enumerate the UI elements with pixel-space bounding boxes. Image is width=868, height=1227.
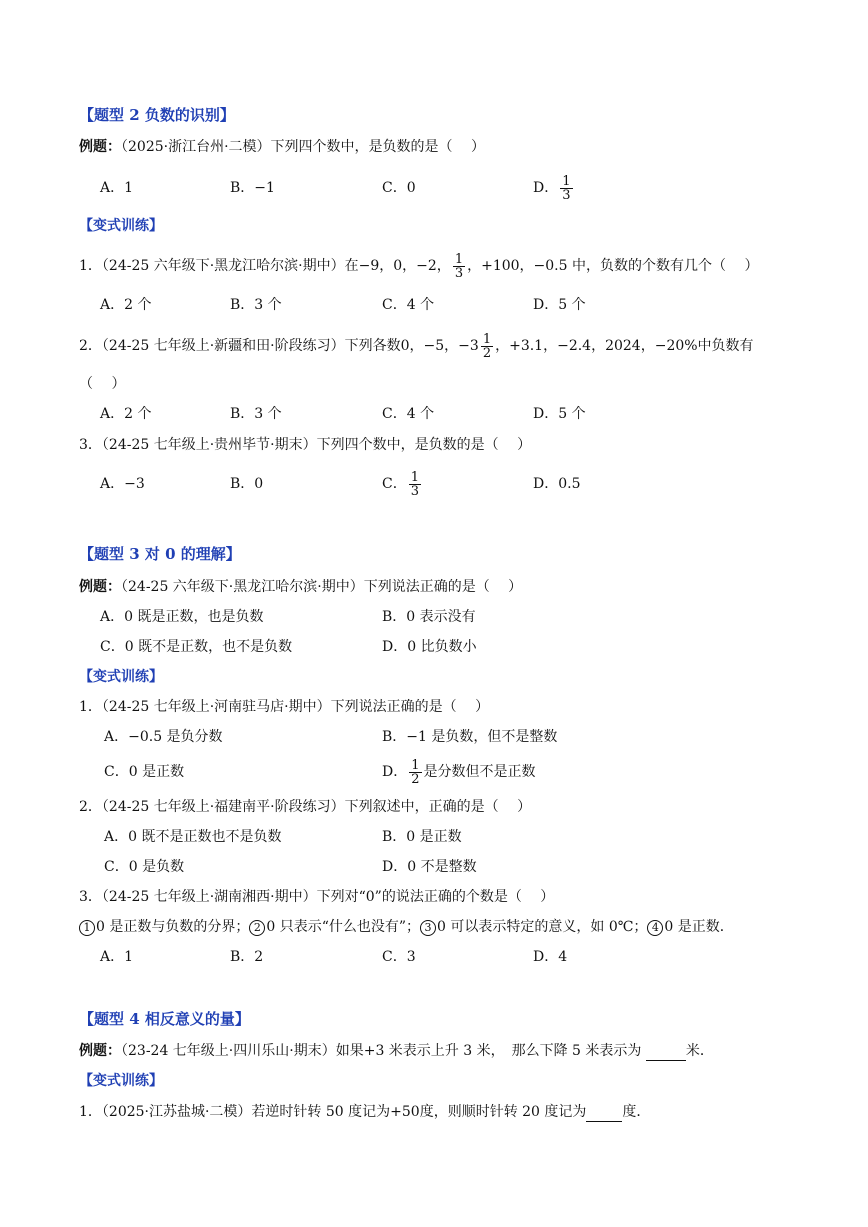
- question-text-rest: ，+100，−0.5 中，负数的个数有几个（ ）: [467, 258, 759, 274]
- option-d-label: D．: [382, 764, 408, 780]
- fraction-numerator: 1: [562, 173, 571, 189]
- option-a: A．0 既不是正数也不是负数: [104, 829, 282, 845]
- statement-text: 0 是正数与负数的分界；: [96, 919, 250, 935]
- option-b: B．3 个: [230, 406, 282, 422]
- option-d: [382, 754, 536, 790]
- example-text: （2025·浙江台州·二模）下列四个数中，是负数的是（ ）: [121, 139, 485, 155]
- example-label: 例题：: [79, 1043, 121, 1059]
- question-3: 3．（24-25 七年级上·湖南湘西·期中）下列对“0”的说法正确的个数是（ ）: [79, 889, 555, 905]
- question-text-end: 度．: [622, 1104, 651, 1120]
- question-text: 1．（24-25 六年级下·黑龙江哈尔滨·期中）在−9，0，−2，: [79, 258, 451, 274]
- section-title-type3: 【题型 3 对 0 的理解】: [79, 545, 241, 563]
- statement-text: 0 是正数．: [664, 919, 734, 935]
- example-label: 例题：: [79, 139, 121, 155]
- option-d: D．0.5: [533, 476, 581, 492]
- fraction-numerator: 1: [410, 469, 419, 485]
- question-1: [79, 248, 758, 284]
- variant-label: 【变式训练】: [79, 669, 163, 685]
- option-d-label: D．: [533, 180, 559, 196]
- statement-text: 0 可以表示特定的意义，如 0℃；: [437, 919, 648, 935]
- option-a: A．−0.5 是负分数: [104, 729, 223, 745]
- option-a: A．−3: [100, 476, 145, 492]
- option-d: D．0 比负数小: [382, 639, 477, 655]
- answer-blank[interactable]: [586, 1105, 622, 1122]
- option-d: D．0 不是整数: [382, 859, 477, 875]
- option-a: A．0 既是正数，也是负数: [100, 609, 264, 625]
- section-title-type2: 【题型 2 负数的识别】: [79, 106, 235, 124]
- option-c: C．4 个: [382, 406, 435, 422]
- option-c: C．0 既不是正数，也不是负数: [100, 639, 293, 655]
- option-c: C．0: [382, 180, 416, 196]
- example-text: （24-25 六年级下·黑龙江哈尔滨·期中）下列说法正确的是（ ）: [121, 579, 523, 595]
- answer-blank[interactable]: [646, 1044, 686, 1061]
- fraction-denominator: 3: [562, 187, 571, 203]
- fraction-denominator: 2: [482, 345, 492, 361]
- fraction: [409, 759, 421, 786]
- variant-label: 【变式训练】: [79, 218, 163, 234]
- option-b: B．−1 是负数，但不是整数: [382, 729, 558, 745]
- circled-number: 4: [647, 920, 663, 936]
- option-d: D．5 个: [533, 297, 586, 313]
- option-a: A．1: [100, 949, 134, 965]
- question-2: [79, 328, 754, 364]
- circled-number: 1: [79, 920, 95, 936]
- option-b: B．−1: [230, 180, 275, 196]
- example-text-end: 米．: [685, 1043, 714, 1059]
- option-d-text: 是分数但不是正数: [423, 764, 536, 780]
- option-b: B．0 是正数: [382, 829, 462, 845]
- option-b: B．2: [230, 949, 264, 965]
- option-b: B．3 个: [230, 297, 282, 313]
- statement-list: [79, 917, 734, 937]
- question-1: [79, 1102, 650, 1122]
- option-c: C．4 个: [382, 297, 435, 313]
- option-b: B．0 表示没有: [382, 609, 476, 625]
- fraction-numerator: 1: [482, 331, 492, 347]
- fraction: [453, 253, 465, 280]
- option-a: A．1: [100, 180, 134, 196]
- option-a: A．2 个: [100, 406, 152, 422]
- question-1: 1．（24-25 七年级上·河南驻马店·期中）下列说法正确的是（ ）: [79, 699, 490, 715]
- question-text: 2．（24-25 七年级上·新疆和田·阶段练习）下列各数0，−5，−3: [79, 338, 479, 354]
- section-title-type4: 【题型 4 相反意义的量】: [79, 1010, 250, 1028]
- option-d: [533, 170, 575, 206]
- circled-number: 3: [420, 920, 436, 936]
- example-question: [79, 577, 522, 597]
- fraction: [409, 471, 421, 498]
- question-2: 2．（24-25 七年级上·福建南平·阶段练习）下列叙述中，正确的是（ ）: [79, 799, 532, 815]
- question-text-rest: ，+3.1，−2.4，2024，−20%中负数有: [495, 338, 754, 354]
- fraction-denominator: 3: [410, 483, 419, 499]
- option-b: B．0: [230, 476, 264, 492]
- option-d: D．4: [533, 949, 568, 965]
- option-c: [382, 466, 423, 502]
- option-d: D．5 个: [533, 406, 586, 422]
- option-a: A．2 个: [100, 297, 152, 313]
- fraction-numerator: 1: [454, 251, 464, 267]
- question-3: 3．（24-25 七年级上·贵州毕节·期末）下列四个数中，是负数的是（ ）: [79, 437, 532, 453]
- option-c: C．0 是负数: [104, 859, 185, 875]
- statement-text: 0 只表示“什么也没有”；: [266, 919, 421, 935]
- question-2-blank: （ ）: [79, 376, 126, 392]
- example-question: [79, 137, 485, 157]
- circled-number: 2: [249, 920, 265, 936]
- fraction-numerator: 1: [411, 757, 420, 773]
- option-c: C．0 是正数: [104, 764, 185, 780]
- fraction: [560, 175, 572, 202]
- example-question: [79, 1041, 714, 1061]
- fraction: [481, 333, 493, 360]
- variant-label: 【变式训练】: [79, 1073, 163, 1089]
- example-text: （23-24 七年级上·四川乐山·期末）如果+3 米表示上升 3 米， 那么下降 5 米表示为: [121, 1043, 646, 1059]
- example-label: 例题：: [79, 579, 121, 595]
- option-c: C．3: [382, 949, 416, 965]
- option-c-label: C．: [382, 476, 407, 492]
- fraction-denominator: 3: [454, 265, 464, 281]
- question-text: 1．（2025·江苏盐城·二模）若逆时针转 50 度记为+50度，则顺时针转 20 度记为: [79, 1104, 587, 1120]
- fraction-denominator: 2: [411, 771, 420, 787]
